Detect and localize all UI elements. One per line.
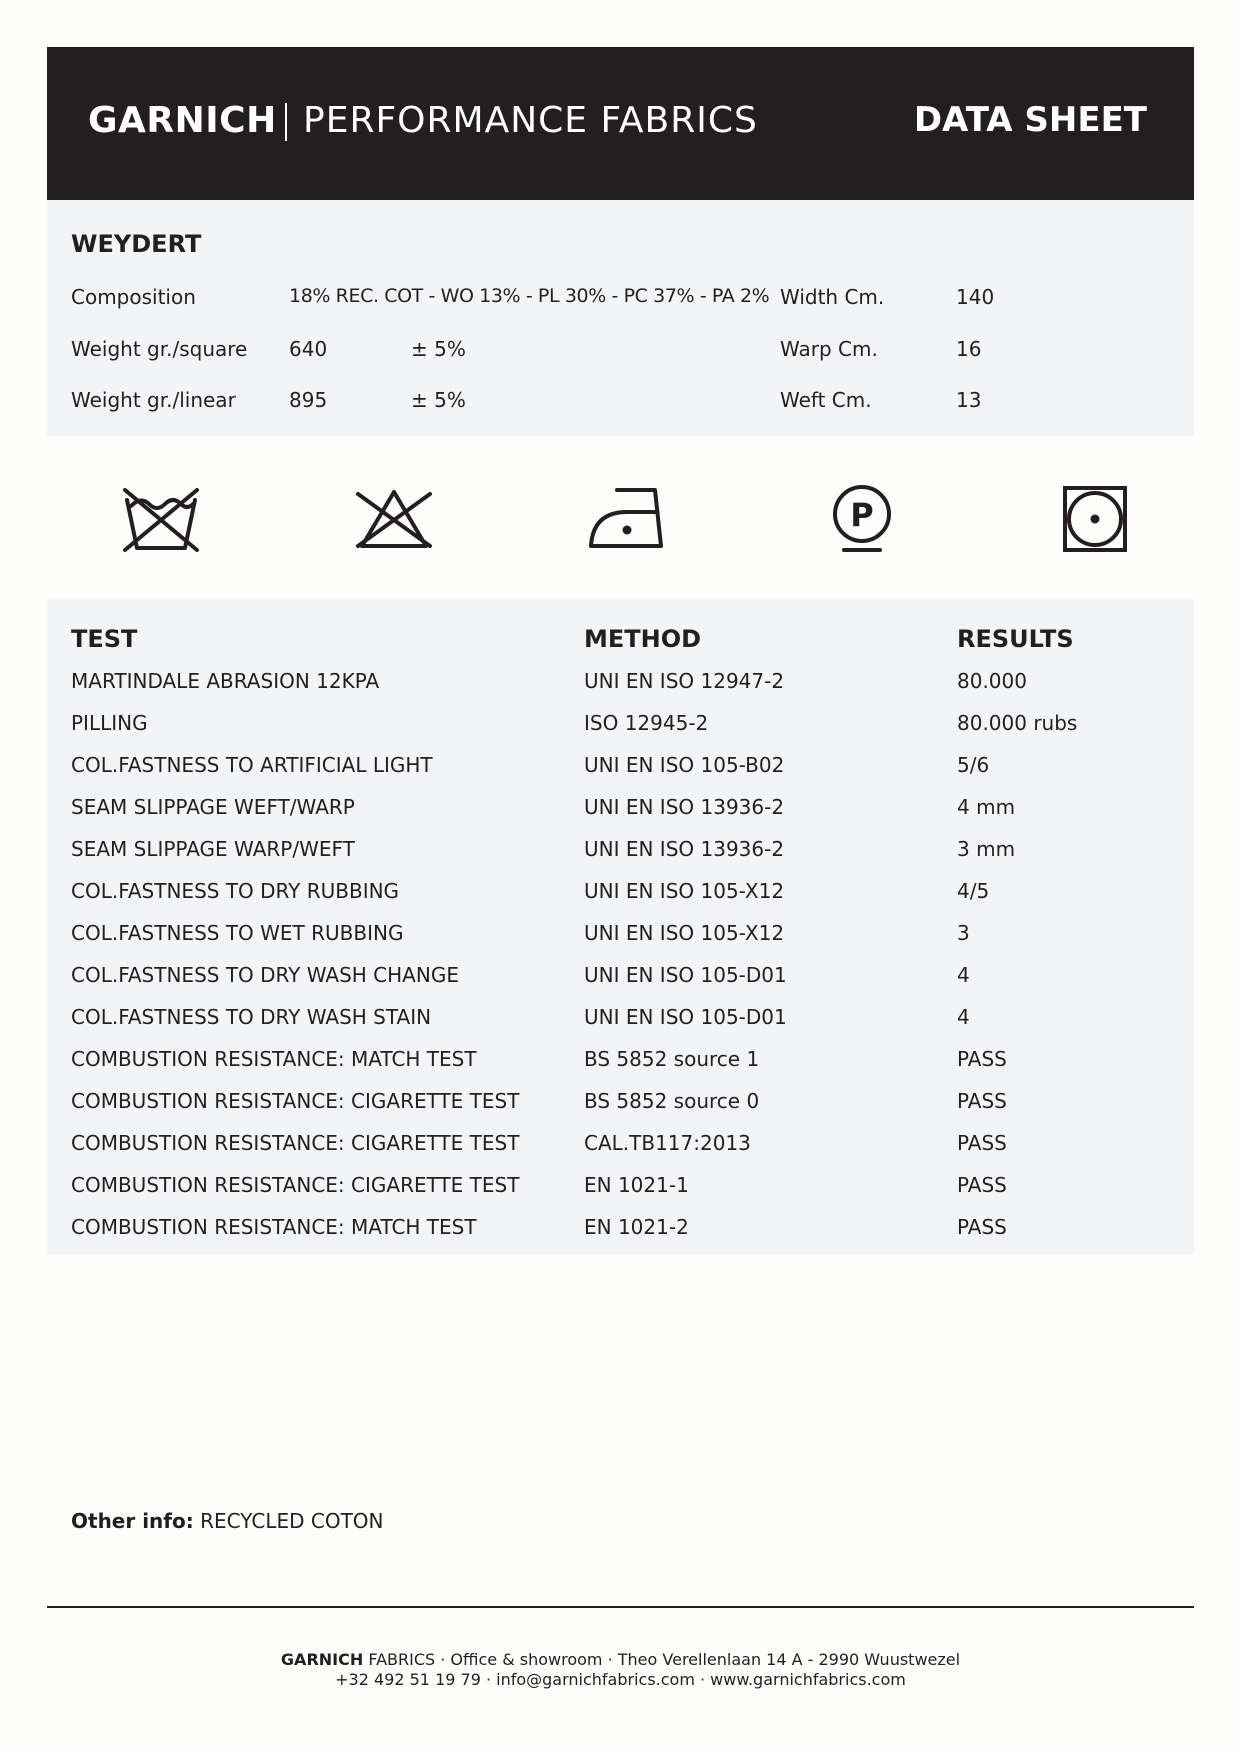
table-row bbox=[47, 1049, 1194, 1091]
table-row bbox=[47, 755, 1194, 797]
test-method: EN 1021-1 bbox=[584, 1173, 689, 1197]
test-name: COL.FASTNESS TO DRY RUBBING bbox=[71, 879, 400, 903]
other-info bbox=[71, 1511, 384, 1531]
footer-address: FABRICS · Office & showroom · Theo Verellenlaan 14 A - 2990 Wuustwezel bbox=[368, 1650, 961, 1669]
test-name: COMBUSTION RESISTANCE: CIGARETTE TEST bbox=[71, 1173, 520, 1197]
test-result: PASS bbox=[957, 1173, 1007, 1197]
test-result: PASS bbox=[957, 1047, 1007, 1071]
footer-brand: GARNICH bbox=[280, 1650, 364, 1669]
test-name: PILLING bbox=[71, 711, 148, 735]
weight-linear-label: Weight gr./linear bbox=[71, 388, 236, 412]
iron-low-heat-icon bbox=[587, 484, 667, 554]
brand-name: GARNICH bbox=[88, 100, 277, 141]
table-row bbox=[47, 671, 1194, 713]
weft-value: 13 bbox=[956, 388, 982, 412]
test-method: BS 5852 source 1 bbox=[584, 1047, 760, 1071]
test-name: SEAM SLIPPAGE WARP/WEFT bbox=[71, 837, 355, 861]
page-header bbox=[47, 47, 1194, 200]
test-result: PASS bbox=[957, 1131, 1007, 1155]
header-method: METHOD bbox=[584, 625, 702, 653]
care-symbols-row bbox=[47, 436, 1194, 599]
test-name: SEAM SLIPPAGE WEFT/WARP bbox=[71, 795, 355, 819]
test-method: UNI EN ISO 105-B02 bbox=[584, 753, 785, 777]
test-name: COL.FASTNESS TO DRY WASH CHANGE bbox=[71, 963, 459, 987]
test-name: COMBUSTION RESISTANCE: MATCH TEST bbox=[71, 1215, 477, 1239]
weight-linear-tolerance: ± 5% bbox=[411, 388, 466, 412]
test-name: COMBUSTION RESISTANCE: MATCH TEST bbox=[71, 1047, 477, 1071]
test-result: 4 mm bbox=[957, 795, 1016, 819]
brand-subtitle: PERFORMANCE FABRICS bbox=[303, 100, 758, 141]
footer-contact-line: +32 492 51 19 79 · info@garnichfabrics.com · www.garnichfabrics.com bbox=[335, 1670, 906, 1689]
test-name: COL.FASTNESS TO WET RUBBING bbox=[71, 921, 404, 945]
test-result: 3 mm bbox=[957, 837, 1016, 861]
test-method: UNI EN ISO 105-X12 bbox=[584, 879, 785, 903]
tumble-dry-low-icon bbox=[1055, 484, 1135, 554]
test-name: MARTINDALE ABRASION 12KPA bbox=[71, 669, 380, 693]
test-result: 4/5 bbox=[957, 879, 990, 903]
test-method: CAL.TB117:2013 bbox=[584, 1131, 751, 1155]
dry-clean-p-icon bbox=[822, 484, 902, 554]
test-method: BS 5852 source 0 bbox=[584, 1089, 760, 1113]
test-result: 4 bbox=[957, 963, 970, 987]
test-method: ISO 12945-2 bbox=[584, 711, 709, 735]
test-name: COL.FASTNESS TO DRY WASH STAIN bbox=[71, 1005, 432, 1029]
width-value: 140 bbox=[956, 285, 995, 309]
table-row bbox=[47, 1091, 1194, 1133]
test-method: UNI EN ISO 105-X12 bbox=[584, 921, 785, 945]
test-method: UNI EN ISO 12947-2 bbox=[584, 669, 785, 693]
footer-divider bbox=[47, 1606, 1194, 1608]
test-result: 80.000 bbox=[957, 669, 1027, 693]
table-row bbox=[47, 1133, 1194, 1175]
test-result: 3 bbox=[957, 921, 970, 945]
header-test: TEST bbox=[71, 625, 138, 653]
table-row bbox=[47, 881, 1194, 923]
test-result: 5/6 bbox=[957, 753, 990, 777]
table-row bbox=[47, 839, 1194, 881]
test-result: PASS bbox=[957, 1089, 1007, 1113]
width-label: Width Cm. bbox=[780, 285, 885, 309]
table-row bbox=[47, 923, 1194, 965]
weight-square-tolerance: ± 5% bbox=[411, 337, 466, 361]
weight-square-label: Weight gr./square bbox=[71, 337, 248, 361]
other-info-value: RECYCLED COTON bbox=[200, 1509, 384, 1533]
test-method: UNI EN ISO 13936-2 bbox=[584, 837, 785, 861]
test-method: UNI EN ISO 13936-2 bbox=[584, 795, 785, 819]
test-name: COMBUSTION RESISTANCE: CIGARETTE TEST bbox=[71, 1131, 520, 1155]
document-type: DATA SHEET bbox=[913, 100, 1147, 140]
test-method: UNI EN ISO 105-D01 bbox=[584, 1005, 787, 1029]
test-result: PASS bbox=[957, 1215, 1007, 1239]
brand-divider bbox=[285, 103, 287, 141]
warp-label: Warp Cm. bbox=[780, 337, 878, 361]
table-row bbox=[47, 965, 1194, 1007]
table-row bbox=[47, 713, 1194, 755]
test-name: COMBUSTION RESISTANCE: CIGARETTE TEST bbox=[71, 1089, 520, 1113]
table-row bbox=[47, 1007, 1194, 1049]
footer-address-line bbox=[47, 1652, 1194, 1668]
weight-linear-value: 895 bbox=[289, 388, 328, 412]
weight-square-value: 640 bbox=[289, 337, 328, 361]
composition-label: Composition bbox=[71, 285, 196, 309]
composition-value: 18% REC. COT - WO 13% - PL 30% - PC 37% - PA 2% bbox=[289, 285, 770, 307]
svg-text:P: P bbox=[850, 496, 874, 534]
test-result: 4 bbox=[957, 1005, 970, 1029]
header-results: RESULTS bbox=[957, 625, 1074, 653]
test-method: UNI EN ISO 105-D01 bbox=[584, 963, 787, 987]
table-row bbox=[47, 1217, 1194, 1259]
do-not-wash-icon bbox=[121, 484, 201, 554]
test-method: EN 1021-2 bbox=[584, 1215, 689, 1239]
product-spec-panel bbox=[47, 200, 1194, 436]
other-info-label: Other info: bbox=[71, 1509, 194, 1533]
warp-value: 16 bbox=[956, 337, 982, 361]
table-row bbox=[47, 797, 1194, 839]
test-result: 80.000 rubs bbox=[957, 711, 1078, 735]
weft-label: Weft Cm. bbox=[780, 388, 872, 412]
do-not-bleach-icon bbox=[354, 484, 434, 554]
table-row bbox=[47, 1175, 1194, 1217]
product-name: WEYDERT bbox=[71, 230, 202, 258]
test-results-table bbox=[47, 599, 1194, 1254]
test-name: COL.FASTNESS TO ARTIFICIAL LIGHT bbox=[71, 753, 433, 777]
